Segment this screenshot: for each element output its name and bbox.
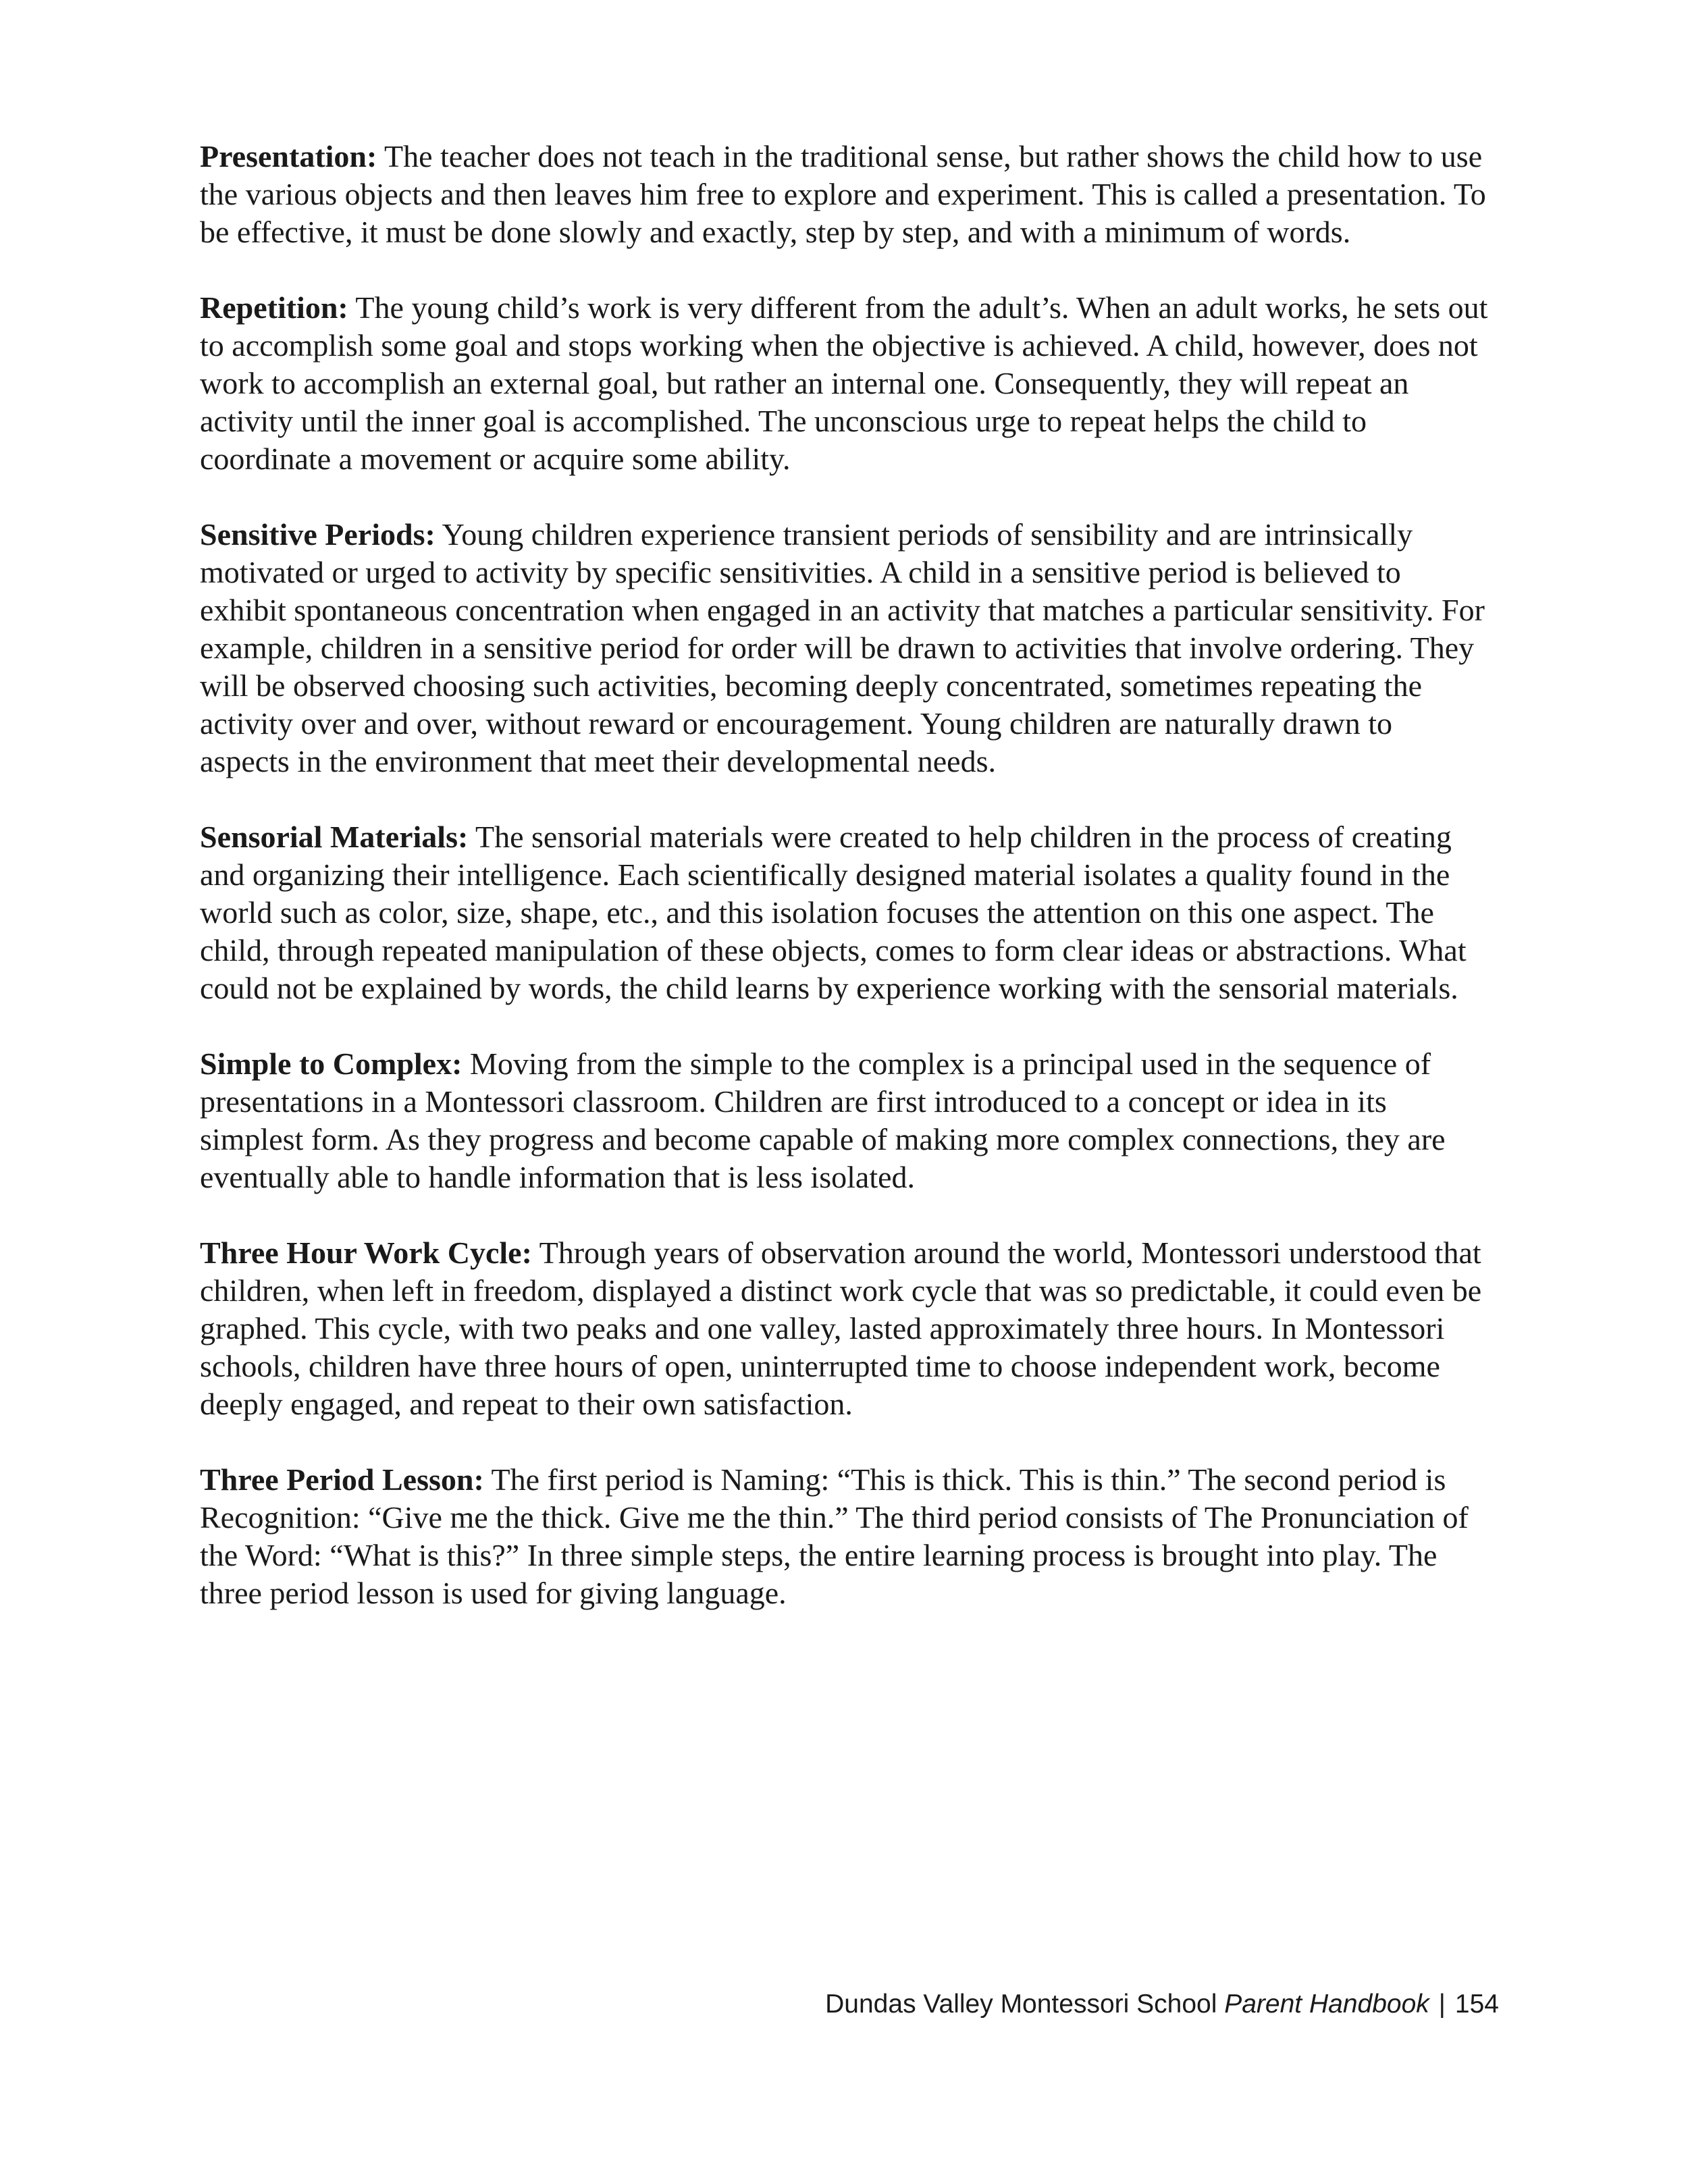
entry-paragraph — [200, 1045, 1489, 1196]
glossary-entry-three-hour-work-cycle — [200, 1234, 1489, 1423]
entry-term: Sensitive Periods: — [200, 517, 436, 552]
entry-paragraph — [200, 818, 1489, 1007]
footer-school-name: Dundas Valley Montessori School — [825, 1990, 1217, 2019]
page-footer — [825, 1988, 1499, 2021]
entry-description: Through years of observation around the world, Montessori understood that children, when left in freedom, displayed a distinct work cycle that was so predictable, it could even be graphed. This cycle, with two peaks and one valley, lasted approximately three hours. In Montessori schools, children have three hours of open, uninterrupted time to choose independent work, become deeply engaged, and repeat to their own satisfaction. — [200, 1235, 1482, 1421]
glossary-entry-sensitive-periods — [200, 516, 1489, 780]
entry-paragraph — [200, 1461, 1489, 1612]
entry-description: The sensorial materials were created to help children in the process of creating and organizing their intelligence. Each scientifically designed material isolates a quality found in the world such as color, size, shape, etc., and this isolation focuses the attention on this one aspect. The child, through repeated manipulation of these objects, comes to form clear ideas or abstractions. What could not be explained by words, the child learns by experience working with the sensorial materials. — [200, 820, 1467, 1005]
entry-paragraph — [200, 289, 1489, 478]
entry-description: Young children experience transient periods of sensibility and are intrinsically motivated or urged to activity by specific sensitivities. A child in a sensitive period is believed to exhibit spontaneous concentration when engaged in an activity that matches a particular sensitivity. For example, children in a sensitive period for order will be drawn to activities that involve ordering. They will be observed choosing such activities, becoming deeply concentrated, sometimes repeating the activity over and over, without reward or encouragement. Young children are naturally drawn to aspects in the environment that meet their developmental needs. — [200, 517, 1485, 778]
entry-paragraph — [200, 138, 1489, 251]
footer-separator: | — [1438, 1990, 1446, 2019]
glossary-entry-presentation — [200, 138, 1489, 251]
page-number: 154 — [1454, 1990, 1499, 2019]
glossary-entry-repetition — [200, 289, 1489, 478]
entry-paragraph — [200, 516, 1489, 780]
entry-term: Repetition: — [200, 290, 348, 325]
entry-description: The first period is Naming: “This is thick. This is thin.” The second period is Recognition: “Give me the thick. Give me the thin.” The third period consists of The Pronunciation of the Word: “What is this?” In three simple steps, the entire learning process is brought into play. The three period lesson is used for giving language. — [200, 1462, 1469, 1610]
entry-description: The teacher does not teach in the traditional sense, but rather shows the child how to use the various objects and then leaves him free to explore and experiment. This is called a presentation. To be effective, it must be done slowly and exactly, step by step, and with a minimum of words. — [200, 139, 1486, 249]
footer-handbook-title: Parent Handbook — [1224, 1990, 1429, 2019]
entry-term: Three Period Lesson: — [200, 1462, 484, 1497]
glossary-entry-simple-to-complex — [200, 1045, 1489, 1196]
entry-paragraph — [200, 1234, 1489, 1423]
entry-term: Three Hour Work Cycle: — [200, 1235, 532, 1270]
entry-description: The young child’s work is very different from the adult’s. When an adult works, he sets out to accomplish some goal and stops working when the objective is achieved. A child, however, does not work to accomplish an external goal, but rather an internal one. Consequently, they will repeat an activity until the inner goal is accomplished. The unconscious urge to repeat helps the child to coordinate a movement or acquire some ability. — [200, 290, 1488, 476]
entry-term: Presentation: — [200, 139, 377, 174]
entry-term: Sensorial Materials: — [200, 820, 469, 854]
entry-description: Moving from the simple to the complex is a principal used in the sequence of presentations in a Montessori classroom. Children are first introduced to a concept or idea in its simplest form. As they progress and become capable of making more complex connections, they are eventually able to handle information that is less isolated. — [200, 1046, 1446, 1194]
glossary-content — [200, 138, 1489, 1650]
entry-term: Simple to Complex: — [200, 1046, 463, 1081]
glossary-entry-sensorial-materials — [200, 818, 1489, 1007]
glossary-entry-three-period-lesson — [200, 1461, 1489, 1612]
